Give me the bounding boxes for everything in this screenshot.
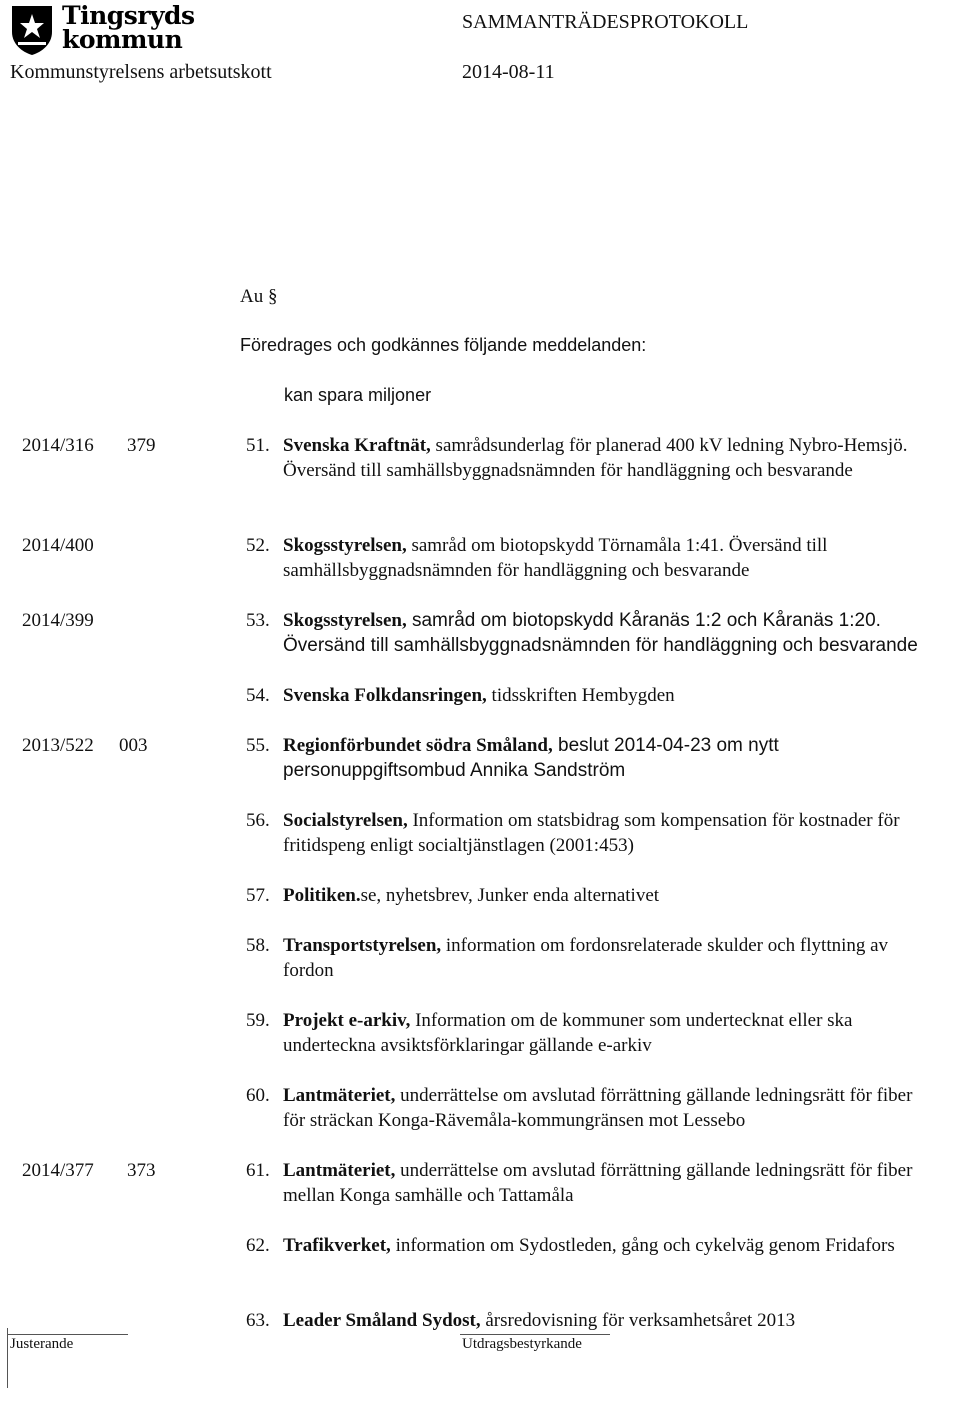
item-sender: Socialstyrelsen, bbox=[283, 810, 408, 831]
item-description: Information om de kommuner som undertecknat eller ska underteckna avsiktsförklaringar gällande e-arkiv bbox=[283, 1010, 853, 1056]
coat-of-arms-icon bbox=[10, 4, 54, 56]
item-description: information om Sydostleden, gång och cykelväg genom Fridafors bbox=[390, 1235, 895, 1256]
item-number: 63. bbox=[246, 1310, 270, 1331]
meeting-date: 2014-08-11 bbox=[462, 61, 555, 83]
footer-rule-right bbox=[460, 1334, 610, 1335]
list-item bbox=[246, 1008, 936, 1058]
footer-divider bbox=[7, 1328, 8, 1388]
case-number: 379 bbox=[127, 435, 156, 456]
item-description: information om fordonsrelaterade skulder och flyttning av fordon bbox=[283, 935, 889, 981]
list-item bbox=[246, 608, 936, 658]
item-sender: Leader Småland Sydost, bbox=[283, 1310, 481, 1331]
case-number: 003 bbox=[119, 735, 148, 756]
list-item bbox=[246, 683, 936, 708]
list-item bbox=[246, 733, 936, 783]
footer-rule-left bbox=[8, 1334, 128, 1335]
item-sender: Svenska Kraftnät, bbox=[283, 435, 431, 456]
item-description: se, nyhetsbrev, Junker enda alternativet bbox=[360, 885, 660, 906]
list-item bbox=[246, 533, 936, 583]
footer-utdragsbestyrkande: Utdragsbestyrkande bbox=[462, 1336, 582, 1352]
item-number: 54. bbox=[246, 685, 270, 706]
item-number: 55. bbox=[246, 735, 270, 756]
item-sender: Politiken. bbox=[283, 885, 361, 906]
item-sender: Regionförbundet södra Småland, bbox=[283, 735, 553, 756]
item-sender: Lantmäteriet, bbox=[283, 1085, 396, 1106]
section-title: Au § bbox=[240, 286, 278, 307]
item-number: 53. bbox=[246, 610, 270, 631]
item-sender: Skogsstyrelsen, bbox=[283, 610, 407, 631]
item-number: 56. bbox=[246, 810, 270, 831]
section-intro: Föredrages och godkännes följande meddelanden: bbox=[240, 335, 647, 355]
list-item bbox=[246, 933, 936, 983]
item-description: samråd om biotopskydd Törnamåla 1:41. Översänd till samhällsbyggnadsnämnden för handläggning och besvarande bbox=[283, 535, 828, 581]
item-description: årsredovisning för verksamhetsåret 2013 bbox=[480, 1310, 796, 1331]
list-item bbox=[246, 1233, 936, 1258]
list-item bbox=[246, 808, 936, 858]
item-number: 60. bbox=[246, 1085, 270, 1106]
diary-number: 2013/522 bbox=[22, 735, 94, 756]
document-type: SAMMANTRÄDESPROTOKOLL bbox=[462, 11, 749, 33]
list-item bbox=[246, 1158, 936, 1208]
item-description: underrättelse om avslutad förrättning gällande ledningsrätt för fiber för sträckan Konga-Rävemåla-kommungränsen mot Lessebo bbox=[283, 1085, 913, 1131]
list-item bbox=[246, 1308, 936, 1333]
item-description: Information om statsbidrag som kompensation för kostnader för fritidspeng enligt socialtjänstlagen (2001:453) bbox=[283, 810, 900, 856]
municipality-logo bbox=[10, 1, 210, 58]
item-number: 62. bbox=[246, 1235, 270, 1256]
item-number: 61. bbox=[246, 1160, 270, 1181]
logo-line-1: Tingsryds bbox=[62, 1, 195, 30]
item-description: beslut 2014-04-23 om nytt personuppgiftsombud Annika Sandström bbox=[283, 735, 779, 781]
case-number: 373 bbox=[127, 1160, 156, 1181]
section-fragment: kan spara miljoner bbox=[284, 385, 432, 405]
item-sender: Projekt e-arkiv, bbox=[283, 1010, 411, 1031]
item-number: 59. bbox=[246, 1010, 270, 1031]
item-description: samrådsunderlag för planerad 400 kV ledning Nybro-Hemsjö. Översänd till samhällsbyggnadsnämnden för handläggning och besvarande bbox=[283, 435, 908, 481]
item-description: samråd om biotopskydd Kåranäs 1:2 och Kåranäs 1:20. Översänd till samhällsbyggnadsnämnden för handläggning och besvarande bbox=[283, 610, 918, 656]
diary-number: 2014/400 bbox=[22, 535, 94, 556]
list-item bbox=[246, 433, 936, 483]
list-item bbox=[246, 1083, 936, 1133]
item-number: 52. bbox=[246, 535, 270, 556]
item-number: 51. bbox=[246, 435, 270, 456]
item-sender: Svenska Folkdansringen, bbox=[283, 685, 487, 706]
list-item bbox=[246, 883, 936, 908]
item-sender: Transportstyrelsen, bbox=[283, 935, 442, 956]
item-sender: Lantmäteriet, bbox=[283, 1160, 396, 1181]
item-number: 57. bbox=[246, 885, 270, 906]
item-description: underrättelse om avslutad förrättning gällande ledningsrätt för fiber mellan Konga samhälle och Tattamåla bbox=[283, 1160, 913, 1206]
item-number: 58. bbox=[246, 935, 270, 956]
item-sender: Skogsstyrelsen, bbox=[283, 535, 407, 556]
diary-number: 2014/316 bbox=[22, 435, 94, 456]
item-description: tidsskriften Hembygden bbox=[486, 685, 675, 706]
diary-number: 2014/399 bbox=[22, 610, 94, 631]
item-sender: Trafikverket, bbox=[283, 1235, 391, 1256]
diary-number: 2014/377 bbox=[22, 1160, 94, 1181]
logo-line-2: kommun bbox=[62, 25, 183, 54]
footer-justerande: Justerande bbox=[10, 1336, 74, 1352]
committee-name: Kommunstyrelsens arbetsutskott bbox=[10, 61, 272, 83]
